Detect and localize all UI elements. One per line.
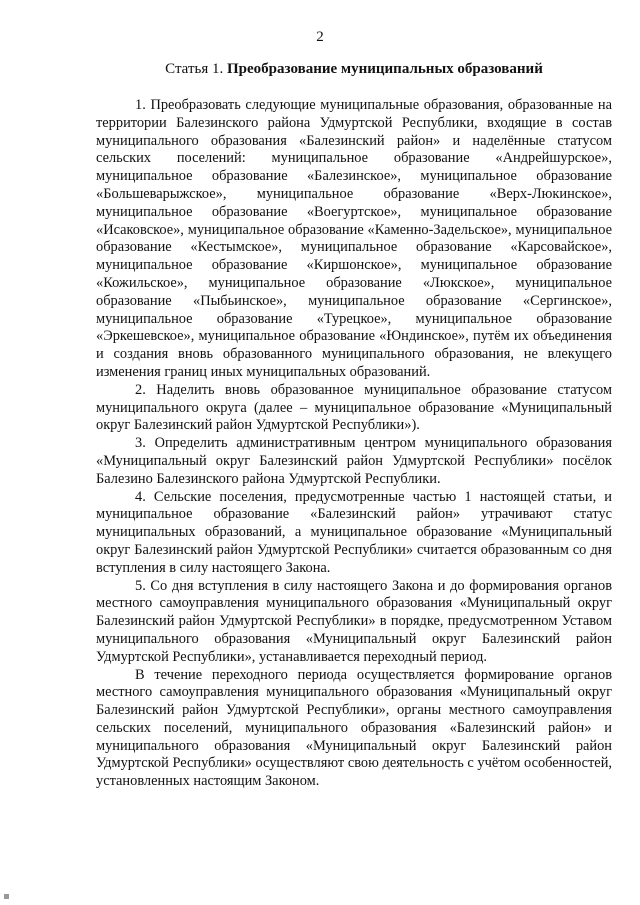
article-title-prefix: Статья 1. [165, 61, 224, 77]
paragraph-3: 3. Определить административным центром муниципального образования «Муниципальный округ Балезинский район Удмуртской Республики» посёлок Балезино Балезинского района Удмуртской Республики. [96, 435, 612, 487]
paragraph-6: В течение переходного периода осуществляется формирование органов местного самоуправления муниципального образования «Муниципальный округ Балезинский район Удмуртской Республики», органы местного самоуправления сельских поселений, муниципального образования «Балезинский район» и муниципального образования «Муниципальный округ Балезинский район Удмуртской Республики» осуществляют свою деятельность с учётом особенностей, установленных настоящим Законом. [96, 666, 612, 790]
paragraph-5: 5. Со дня вступления в силу настоящего Закона и до формирования органов местного самоуправления муниципального образования «Муниципальный округ Балезинский район Удмуртской Республики» в порядке, предусмотренном Уставом муниципального образования «Муниципальный округ Балезинский район Удмуртской Республики», устанавливается переходный период. [96, 577, 612, 665]
scan-mark [4, 894, 9, 899]
page-number: 2 [316, 29, 324, 45]
paragraph-2: 2. Наделить вновь образованное муниципальное образование статусом муниципального округа (далее – муниципальное образование «Муниципальный округ Балезинский район Удмуртской Республики»). [96, 381, 612, 434]
paragraph-1: 1. Преобразовать следующие муниципальные образования, образованные на территории Балезинского района Удмуртской Республики, входящие в состав муниципального образования «Балезинский район» и наделённые статусом сельских поселений: муниципальное образование «Андрейшурское», муниципальное образование «Балезинское», муниципальное образование «Большеварыжское», муниципальное образование «Верх-Люкинское», муниципальное образование «Воегуртское», муниципальное образование «Исаковское», муниципальное образование «Каменно-Задельское», муниципальное образование «Кестымское», муниципальное образование «Карсовайское», муниципальное образование «Киршонское», муниципальное образование «Кожильское», муниципальное образование «Люкское», муниципальное образование «Пыбьинское», муниципальное образование «Сергинское», муниципальное образование «Турецкое», муниципальное образование «Эркешевское», муниципальное образование «Юндинское», путём их объединения и создания вновь образованного муниципального образования, не влекущего изменения границ иных муниципальных образований. [96, 97, 612, 380]
article-title-heading: Преобразование муниципальных образований [227, 61, 543, 77]
paragraph-4: 4. Сельские поселения, предусмотренные частью 1 настоящей статьи, и муниципальное образование «Балезинский район» утрачивают статус муниципальных образований, а муниципальное образование «Муниципальный округ Балезинский район Удмуртской Республики» считается образованным со дня вступления в силу настоящего Закона. [96, 488, 612, 576]
article-body [96, 97, 612, 791]
article-title [96, 60, 612, 78]
